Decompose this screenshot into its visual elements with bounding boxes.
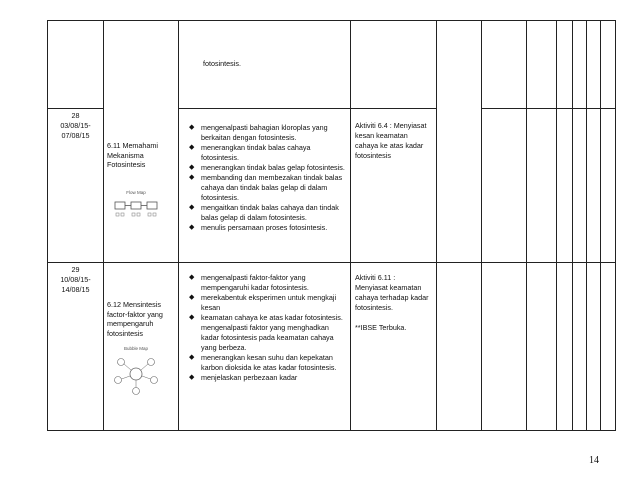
activity-text: Aktiviti 6.11 : Menyiasat keamatan cahaya terhadap kadar fotosintesis.: [355, 273, 429, 312]
flow-map-caption: Flow Map: [126, 189, 146, 195]
standard-block-1: [107, 141, 177, 230]
objective-item: ◆ membanding dan membezakan tindak balas cahaya dan tindak balas gelap di dalam fotosintesis.: [189, 173, 346, 203]
week-dates: 03/08/15- 07/08/15: [60, 121, 91, 140]
blank-cell: [573, 263, 587, 431]
blank-cell: [437, 21, 482, 263]
blank-cell: [601, 109, 616, 263]
week-dates: 10/08/15- 14/08/15: [60, 275, 91, 294]
activity-note: **IBSE Terbuka.: [355, 323, 407, 332]
blank-cell: [601, 263, 616, 431]
objectives-cell: [179, 21, 351, 109]
activity-cell: [351, 21, 437, 109]
objective-item: ◆ mengaitkan tindak balas cahaya dan tindak balas gelap di dalam fotosintesis.: [189, 203, 346, 223]
objective-item: ◆ menulis persamaan proses fotosintesis.: [189, 223, 346, 233]
blank-cell: [557, 109, 573, 263]
blank-cell: [573, 109, 587, 263]
blank-cell: [437, 263, 482, 431]
week-cell: [48, 109, 104, 263]
blank-cell: [587, 21, 601, 109]
objective-item: ◆ mengenalpasti faktor-faktor yang mempengaruhi kadar fotosintesis.: [189, 273, 346, 293]
blank-cell: [527, 263, 557, 431]
bubble-map-thumbnail: [113, 344, 159, 396]
blank-cell: [601, 21, 616, 109]
week-number: 29: [71, 265, 80, 274]
week-cell: [48, 21, 104, 109]
page-number: 14: [589, 455, 599, 466]
standard-block-2: [107, 300, 177, 396]
activity-cell: [351, 109, 437, 263]
week-cell: [48, 263, 104, 431]
objective-item: ◆ menerangkan kesan suhu dan kepekatan karbon dioksida ke atas kadar fotosintesis.: [189, 353, 346, 373]
standard-text: 6.12 Mensintesis factor-faktor yang mempengaruh fotosintesis: [107, 300, 163, 338]
activity-cell: [351, 263, 437, 431]
blank-cell: [527, 109, 557, 263]
objectives-cell: [179, 109, 351, 263]
standard-text: 6.11 Memahami Mekanisma Fotosintesis: [107, 141, 158, 169]
objective-item: ◆ merekabentuk eksperimen untuk mengkaji kesan: [189, 293, 346, 313]
blank-cell: [482, 263, 527, 431]
flow-map-thumbnail: [113, 188, 159, 230]
objective-item: ◆ mengenalpasti bahagian kloroplas yang berkaitan dengan fotosintesis.: [189, 123, 346, 143]
objective-item: ◆ keamatan cahaya ke atas kadar fotosintesis.: [189, 313, 346, 323]
activity-text: Aktiviti 6.4 : Menyiasat kesan keamatan cahaya ke atas kadar fotosintesis: [355, 121, 427, 160]
objective-item: ◆ menjelaskan perbezaan kadar: [189, 373, 346, 383]
objective-item: mengenalpasti faktor yang menghadkan kadar fotosintesis pada keamatan cahaya yang berbeza.: [201, 323, 334, 352]
objective-item: ◆ menerangkan tindak balas cahaya fotosintesis.: [189, 143, 346, 163]
blank-cell: [573, 21, 587, 109]
week-number: 28: [71, 111, 80, 120]
blank-cell: [587, 263, 601, 431]
bubble-map-caption: Bubble Map: [123, 346, 149, 351]
objectives-cell: [179, 263, 351, 431]
blank-cell: [557, 263, 573, 431]
blank-cell: [482, 109, 527, 263]
blank-cell: [482, 21, 527, 109]
blank-cell: [587, 109, 601, 263]
blank-cell: [557, 21, 573, 109]
objective-item: ◆ menerangkan tindak balas gelap fotosintesis.: [189, 163, 346, 173]
objective-continuation: fotosintesis.: [203, 59, 241, 68]
blank-cell: [527, 21, 557, 109]
